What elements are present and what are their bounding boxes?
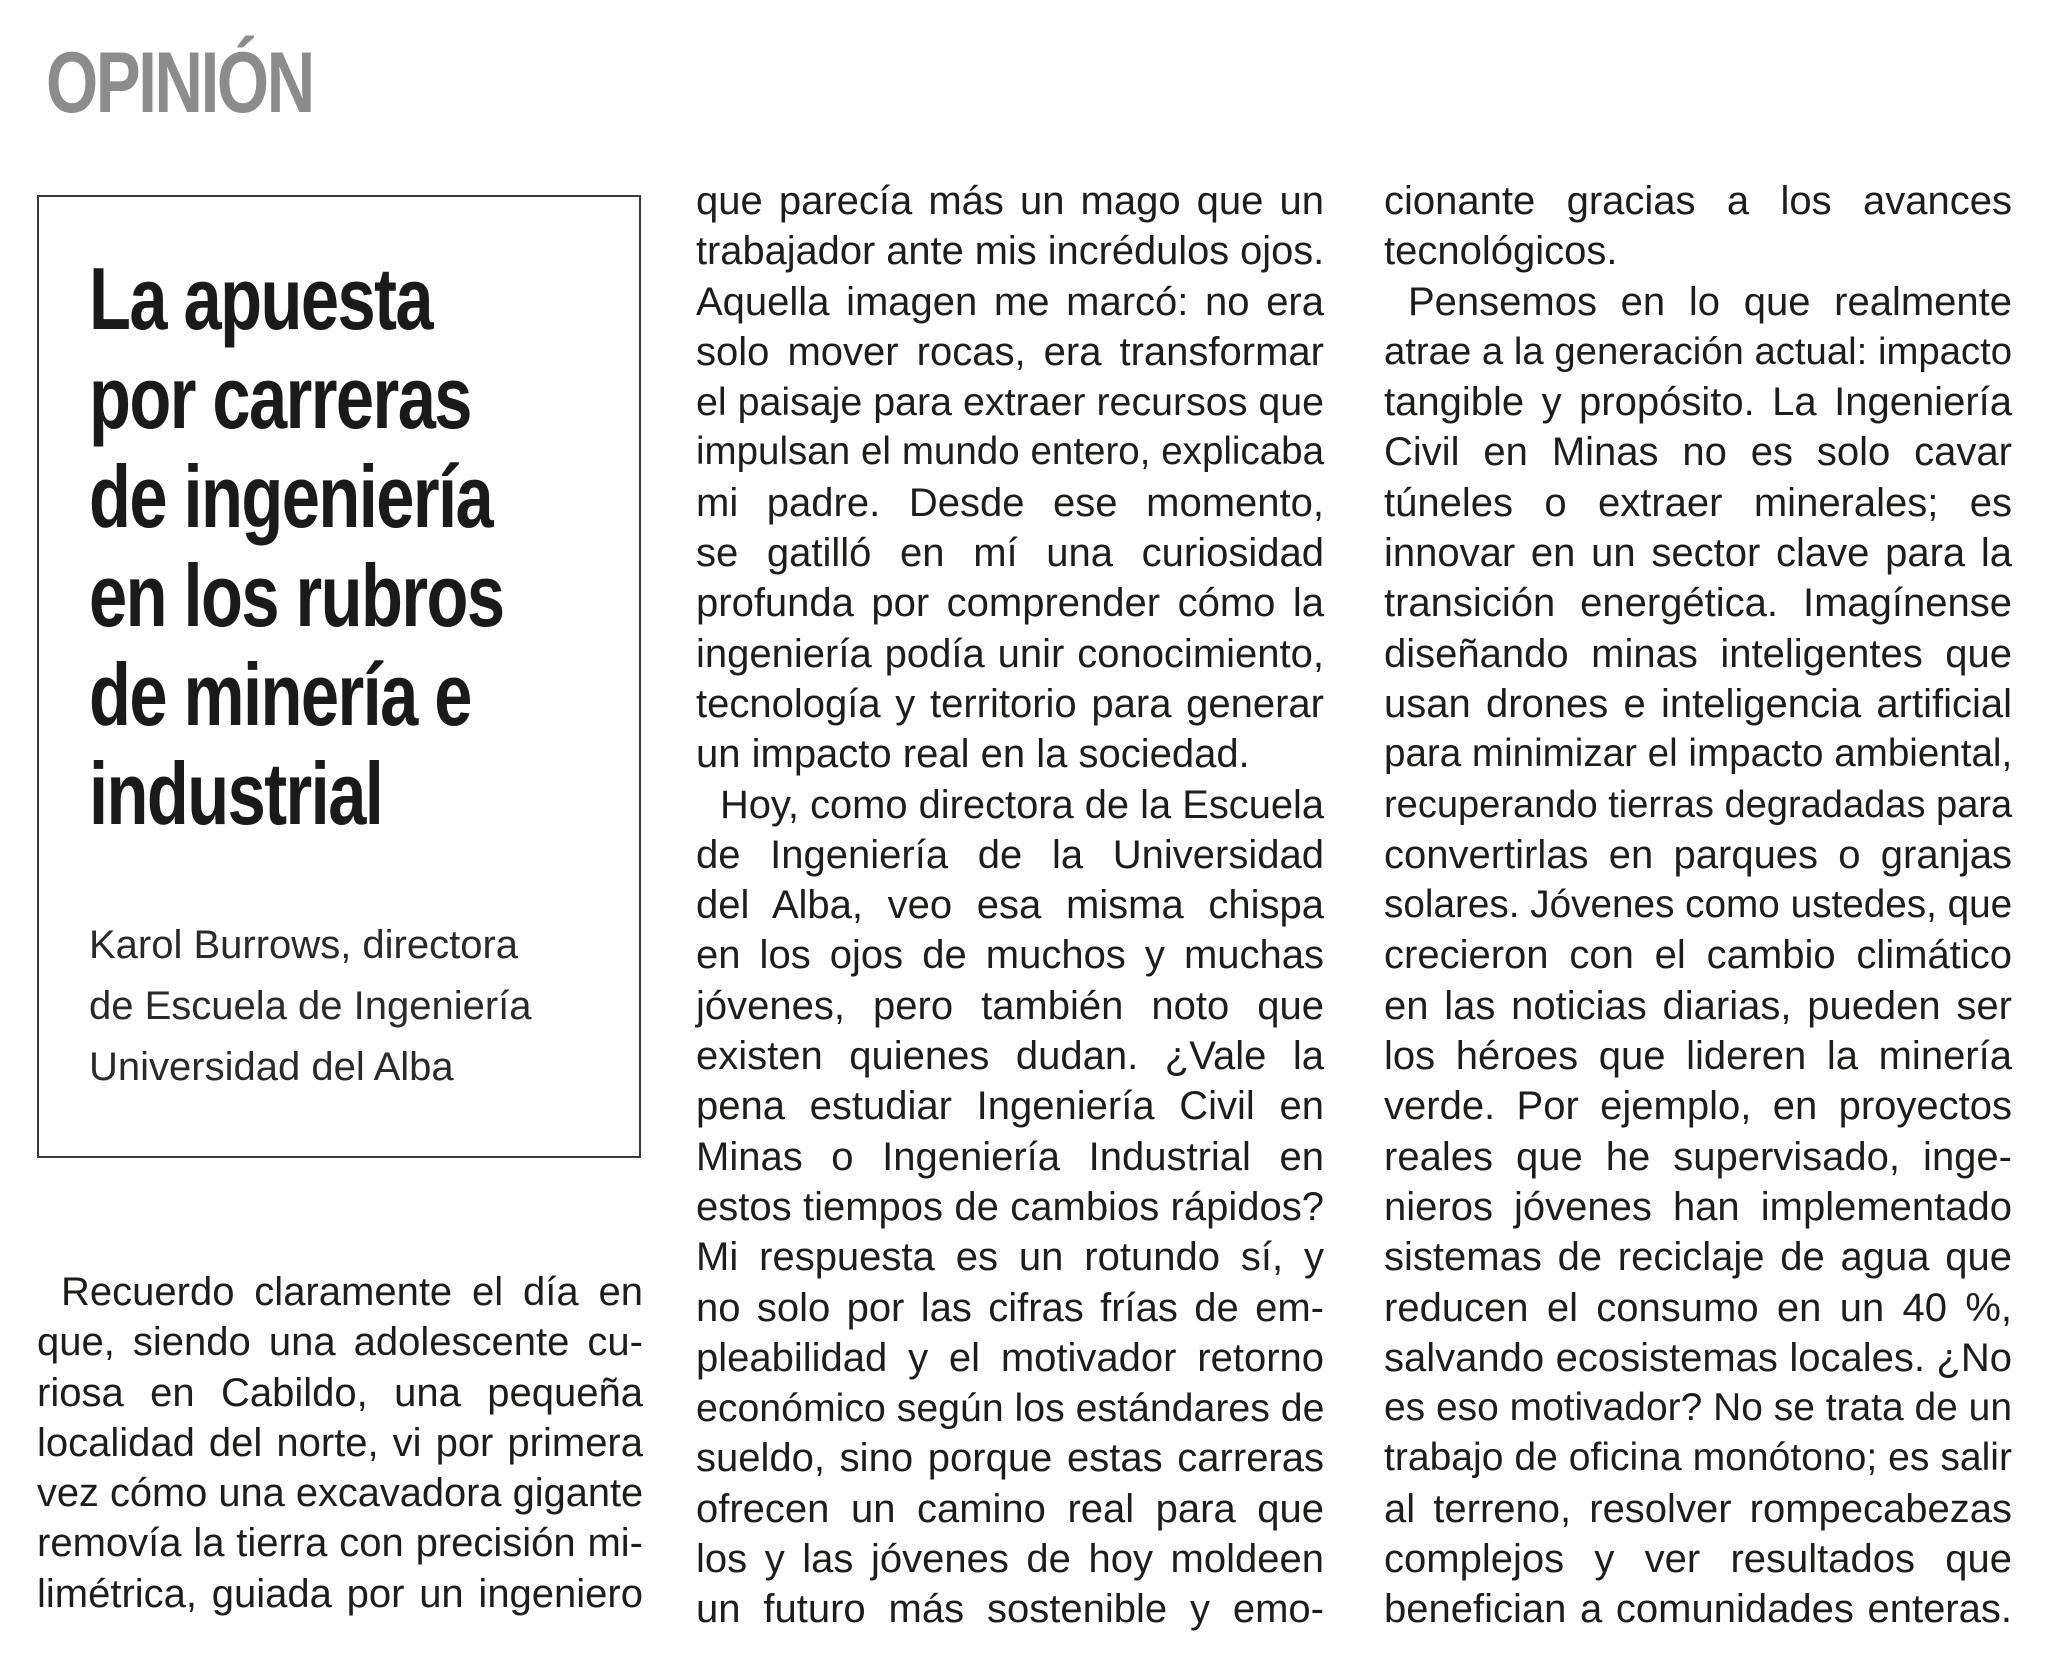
text-line: ofrecen un camino real para que bbox=[696, 1486, 1324, 1531]
text-line: tangible y propósito. La Ingeniería bbox=[1384, 380, 2012, 425]
text-line: en las noticias diarias, pueden ser bbox=[1384, 983, 2012, 1028]
text-line: jóvenes, pero también noto que bbox=[696, 983, 1324, 1028]
byline-line: de Escuela de Ingeniería bbox=[89, 984, 532, 1028]
text-line: salvando ecosistemas locales. ¿No bbox=[1384, 1335, 2012, 1380]
text-line: pleabilidad y el motivador retorno bbox=[696, 1335, 1324, 1380]
text-line: reducen el consumo en un 40 %, bbox=[1384, 1285, 2012, 1330]
text-line: convertirlas en parques o granjas bbox=[1384, 832, 2012, 877]
text-line: los y las jóvenes de hoy moldeen bbox=[696, 1537, 1324, 1582]
text-line: el paisaje para extraer recursos que bbox=[696, 380, 1324, 425]
text-line: removía la tierra con precisión mi- bbox=[37, 1521, 643, 1566]
headline-box bbox=[37, 195, 641, 1158]
text-line: nieros jóvenes han implementado bbox=[1384, 1184, 2012, 1229]
headline bbox=[89, 249, 635, 843]
text-line: trabajador ante mis incrédulos ojos. bbox=[696, 229, 1325, 274]
text-line: que, siendo una adolescente cu- bbox=[37, 1320, 643, 1365]
text-line: Recuerdo claramente el día en bbox=[61, 1270, 643, 1314]
text-line: que parecía más un mago que un bbox=[696, 179, 1324, 223]
text-line: diseñando minas inteligentes que bbox=[1384, 631, 2012, 676]
text-line: impulsan el mundo entero, explicaba bbox=[696, 430, 1324, 474]
text-line: ingeniería podía unir conocimiento, bbox=[696, 631, 1324, 676]
text-line: al terreno, resolver rompecabezas bbox=[1384, 1486, 2012, 1531]
text-line: complejos y ver resultados que bbox=[1384, 1537, 2012, 1582]
text-line: usan drones e inteligencia artificial bbox=[1384, 681, 2012, 726]
text-line: reales que he supervisado, inge- bbox=[1384, 1134, 2012, 1179]
text-line: trabajo de oficina monótono; es salir bbox=[1384, 1436, 2012, 1480]
text-line: Aquella imagen me marcó: no era bbox=[696, 279, 1324, 324]
text-line: solares. Jóvenes como ustedes, que bbox=[1384, 883, 2013, 927]
headline-line: de minería e bbox=[89, 645, 471, 744]
headline-line: en los rubros bbox=[89, 546, 504, 645]
article-column-2 bbox=[696, 176, 1324, 1635]
text-line: Minas o Ingeniería Industrial en bbox=[696, 1134, 1324, 1179]
text-line: atrae a la generación actual: impacto bbox=[1384, 329, 2012, 373]
text-line: existen quienes dudan. ¿Vale la bbox=[696, 1034, 1324, 1079]
byline bbox=[89, 915, 532, 1098]
text-line: pena estudiar Ingeniería Civil en bbox=[696, 1084, 1324, 1129]
text-line: tecnológicos. bbox=[1384, 229, 1618, 274]
section-label: OPINIÓN bbox=[46, 35, 313, 131]
text-line: Pensemos en lo que realmente bbox=[1408, 279, 2012, 324]
text-line: del Alba, veo esa misma chispa bbox=[696, 883, 1324, 928]
article-column-3 bbox=[1384, 176, 2012, 1635]
text-line: verde. Por ejemplo, en proyectos bbox=[1384, 1084, 2012, 1129]
text-line: innovar en un sector clave para la bbox=[1384, 531, 2012, 576]
text-line: se gatilló en mí una curiosidad bbox=[696, 531, 1324, 576]
headline-line: industrial bbox=[89, 744, 383, 843]
headline-line: La apuesta bbox=[89, 249, 432, 348]
text-line: de Ingeniería de la Universidad bbox=[696, 832, 1324, 877]
text-line: Civil en Minas no es solo cavar bbox=[1384, 430, 2012, 475]
text-line: recuperando tierras degradadas para bbox=[1384, 783, 2013, 826]
text-line: es eso motivador? No se trata de un bbox=[1384, 1386, 2012, 1430]
text-line: un impacto real en la sociedad. bbox=[696, 732, 1250, 777]
text-line: tecnología y territorio para generar bbox=[696, 681, 1324, 726]
headline-line: de ingeniería bbox=[89, 447, 493, 546]
text-line: solo mover rocas, era transformar bbox=[696, 329, 1324, 374]
text-line: no solo por las cifras frías de em- bbox=[696, 1285, 1324, 1330]
text-line: profunda por comprender cómo la bbox=[696, 581, 1324, 626]
text-line: túneles o extraer minerales; es bbox=[1384, 480, 2012, 525]
text-line: económico según los estándares de bbox=[696, 1386, 1325, 1431]
text-line: un futuro más sostenible y emo- bbox=[696, 1587, 1324, 1632]
text-line: cionante gracias a los avances bbox=[1384, 179, 2012, 223]
text-line: sistemas de reciclaje de agua que bbox=[1384, 1235, 2012, 1280]
article-column-1 bbox=[37, 1267, 643, 1619]
text-line: mi padre. Desde ese momento, bbox=[696, 480, 1324, 525]
headline-line: por carreras bbox=[89, 348, 471, 447]
text-line: transición energética. Imagínense bbox=[1384, 581, 2012, 626]
text-line: Hoy, como directora de la Escuela bbox=[720, 782, 1325, 827]
text-line: en los ojos de muchos y muchas bbox=[696, 933, 1324, 978]
byline-line: Karol Burrows, directora bbox=[89, 923, 519, 967]
text-line: Mi respuesta es un rotundo sí, y bbox=[696, 1235, 1324, 1280]
text-line: localidad del norte, vi por primera bbox=[37, 1420, 643, 1465]
byline-line: Universidad del Alba bbox=[89, 1045, 454, 1089]
text-line: vez cómo una excavadora gigante bbox=[37, 1471, 644, 1516]
text-line: limétrica, guiada por un ingeniero bbox=[37, 1571, 643, 1616]
text-line: estos tiempos de cambios rápidos? bbox=[696, 1184, 1324, 1229]
text-line: los héroes que lideren la minería bbox=[1384, 1034, 2012, 1079]
text-line: benefician a comunidades enteras. bbox=[1384, 1587, 2012, 1632]
text-line: riosa en Cabildo, una pequeña bbox=[37, 1370, 643, 1415]
text-line: crecieron con el cambio climático bbox=[1384, 933, 2012, 978]
text-line: sueldo, sino porque estas carreras bbox=[696, 1436, 1324, 1481]
text-line: para minimizar el impacto ambiental, bbox=[1384, 732, 2013, 776]
